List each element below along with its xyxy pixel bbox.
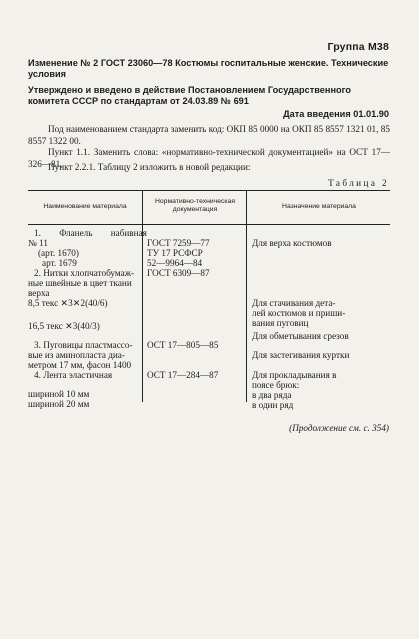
material-2-line-3: верха — [28, 288, 50, 298]
purpose-stitching-line-3: вания пуговиц — [252, 318, 309, 328]
material-3-line-2: вые из аминопласта диа- — [28, 350, 125, 360]
table-caption: Таблица 2 — [328, 178, 389, 188]
material-1-line-4: арт. 1679 — [42, 258, 77, 268]
group-code: Группа М38 — [327, 41, 389, 53]
material-3-line-1: 3. Пуговицы пластмассо- — [34, 340, 133, 350]
purpose-overcasting: Для обметывания срезов — [252, 331, 349, 341]
doc-gost-6309: ГОСТ 6309—87 — [147, 268, 210, 278]
header-purpose: Назначение материала — [282, 203, 356, 210]
paragraph-code-change: Под наименованием стандарта заменить код: ОКП 85 0000 на ОКП 85 8557 1321 01, 85 8557 1322 00. — [28, 124, 390, 146]
paragraph-2-2-1: Пункт 2.2.1. Таблицу 2 изложить в новой редакции: — [48, 162, 251, 172]
material-3-line-3: метром 17 мм, фасон 1400 — [28, 360, 132, 370]
continuation-note: (Продолжение см. с. 354) — [289, 423, 389, 433]
approval-statement: Утверждено и введено в действие Постановлением Государственного комитета СССР по стандартам от 24.03.89 № 691 — [28, 85, 351, 106]
purpose-fastening: Для застегивания куртки — [252, 350, 350, 360]
doc-ost-17-805: ОСТ 17—805—85 — [147, 340, 219, 350]
material-1-line-3: (арт. 1670) — [38, 248, 79, 258]
material-4-width-10: шириной 10 мм — [28, 389, 90, 399]
material-4-width-20: шириной 20 мм — [28, 399, 90, 409]
purpose-stitching-line-1: Для стачивания дета- — [252, 298, 336, 308]
table-top-rule — [28, 190, 390, 191]
header-material-name: Наименование материала — [43, 203, 127, 210]
purpose-stitching-line-2: лей костюмов и приши- — [252, 308, 346, 318]
purpose-one-row: в один ряд — [252, 400, 294, 410]
materials-table — [28, 190, 390, 410]
table-header-rule — [28, 224, 390, 225]
purpose-waistband-line-1: Для прокладывания в — [252, 370, 337, 380]
purpose-two-rows: в два ряда — [252, 390, 292, 400]
paragraph-1-1: Пункт 1.1. Заменить слова: «нормативно-технической документацией» на ОСТ 17—326—81. — [28, 147, 390, 169]
purpose-upper-fabric: Для верха костюмов — [252, 238, 332, 248]
header-normative-docs: Нормативно-техническая документация — [154, 198, 235, 213]
doc-ost-17-284: ОСТ 17—284—87 — [147, 370, 219, 380]
material-1-line-1: 1. Фланель набивная — [34, 228, 147, 238]
doc-gost-7259: ГОСТ 7259—77 — [147, 238, 210, 248]
doc-tu-17-rsfsr: ТУ 17 РСФСР — [147, 248, 203, 258]
material-2-line-1: 2. Нитки хлопчатобумаж- — [34, 268, 135, 278]
purpose-waistband-line-2: поясе брюк: — [252, 380, 300, 390]
table-col-divider-1 — [142, 190, 143, 402]
doc-52-9964: 52—9964—84 — [147, 258, 203, 268]
material-2-thread-2: 16,5 текс ✕3(40/3) — [28, 321, 100, 331]
effective-date: Дата введения 01.01.90 — [283, 109, 389, 119]
material-2-thread-1: 8,5 текс ✕3✕2(40/6) — [28, 298, 108, 308]
material-4-line-1: 4. Лента эластичная — [34, 370, 113, 380]
material-1-line-2: № 11 — [28, 238, 48, 248]
amendment-title: Изменение № 2 ГОСТ 23060—78 Костюмы госпитальные женские. Технические условия — [28, 58, 389, 79]
table-col-divider-2 — [246, 190, 247, 402]
material-2-line-2: ные швейные в цвет ткани — [28, 278, 132, 288]
